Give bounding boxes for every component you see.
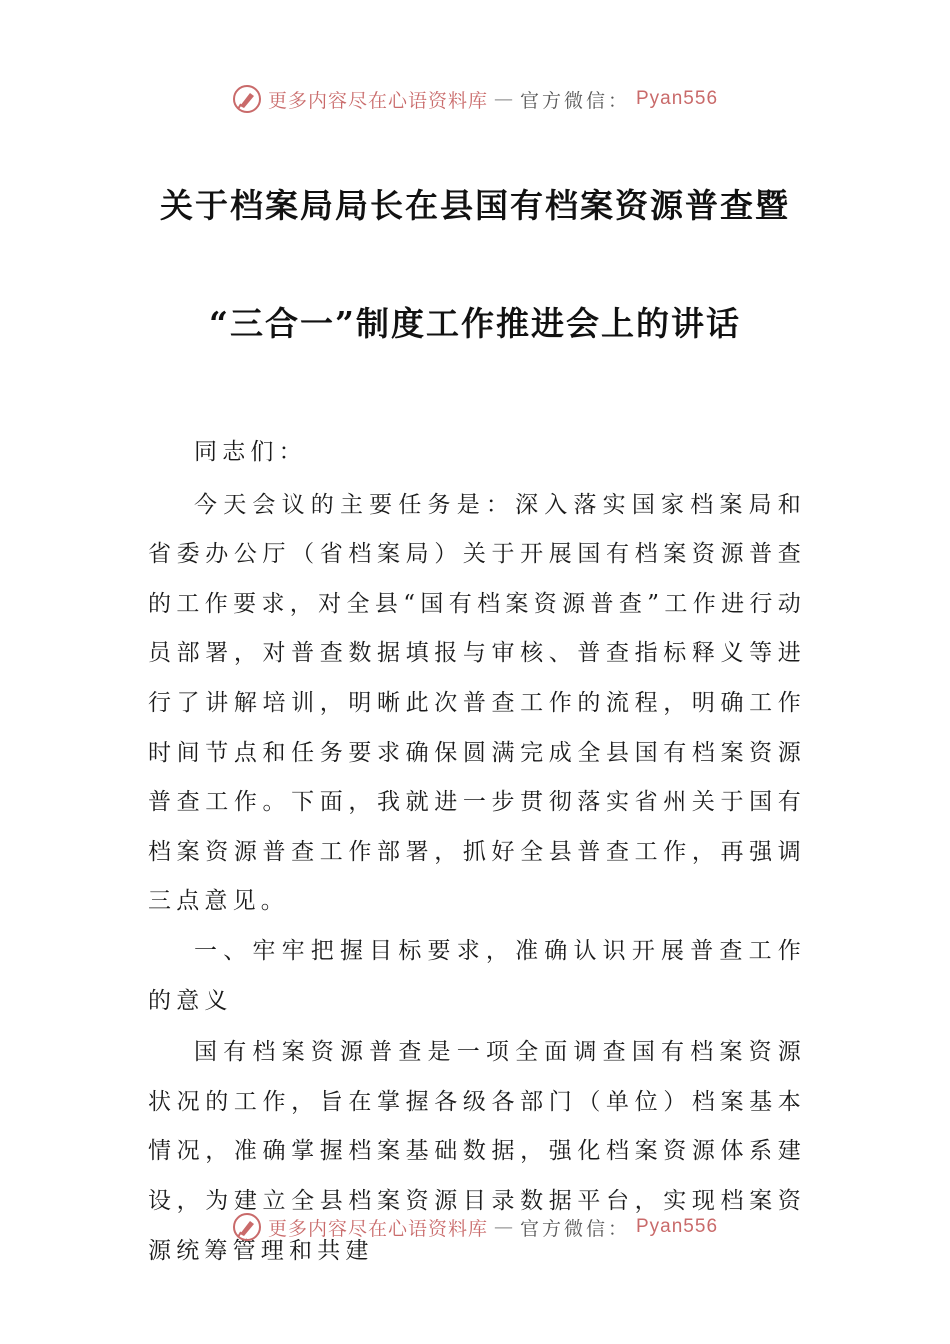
salutation: 同志们： xyxy=(194,439,307,465)
watermark-separator: — xyxy=(493,1216,514,1238)
footer-watermark xyxy=(0,1212,950,1242)
document-title-line2: “三合一”制度工作推进会上的讲话 xyxy=(209,304,741,343)
paragraph: 今天会议的主要任务是：深入落实国家档案局和省委办公厅（省档案局）关于开展国有档案资源普查的工作要求，对全县“国有档案资源普查”工作进行动员部署，对普查数据填报与审核、普查指标释义等进行了讲解培训，明晰此次普查工作的流程，明确工作时间节点和任务要求确保圆满完成全县国有档案资源普查工作。下面，我就进一步贯彻落实省州关于国有档案资源普查工作部署，抓好全县普查工作，再强调三点意见。 xyxy=(148,491,806,915)
document-body xyxy=(148,428,806,1276)
watermark-wechat-id: Pyan556 xyxy=(636,1216,719,1237)
watermark-text: 更多内容尽在心语资料库 xyxy=(267,1217,488,1240)
document-title-line1: 关于档案局局长在县国有档案资源普查暨 xyxy=(160,186,790,225)
watermark-separator: — xyxy=(493,88,514,110)
pen-nib-icon xyxy=(232,1212,262,1242)
watermark-wechat-id: Pyan556 xyxy=(636,88,719,109)
pen-nib-icon xyxy=(232,84,262,114)
watermark-wechat-label: 官方微信： xyxy=(519,1217,630,1240)
paragraph: 国有档案资源普查是一项全面调查国有档案资源状况的工作，旨在掌握各级各部门（单位）档案基本情况，准确掌握档案基础数据，强化档案资源体系建设，为建立全县档案资源目录数据平台，实现档案资源统筹管理和共建 xyxy=(148,1039,806,1264)
watermark-text: 更多内容尽在心语资料库 xyxy=(267,89,488,112)
watermark-wechat-label: 官方微信： xyxy=(519,89,630,112)
section-heading: 一、牢牢把握目标要求，准确认识开展普查工作的意义 xyxy=(148,937,806,1014)
header-watermark xyxy=(0,84,950,114)
